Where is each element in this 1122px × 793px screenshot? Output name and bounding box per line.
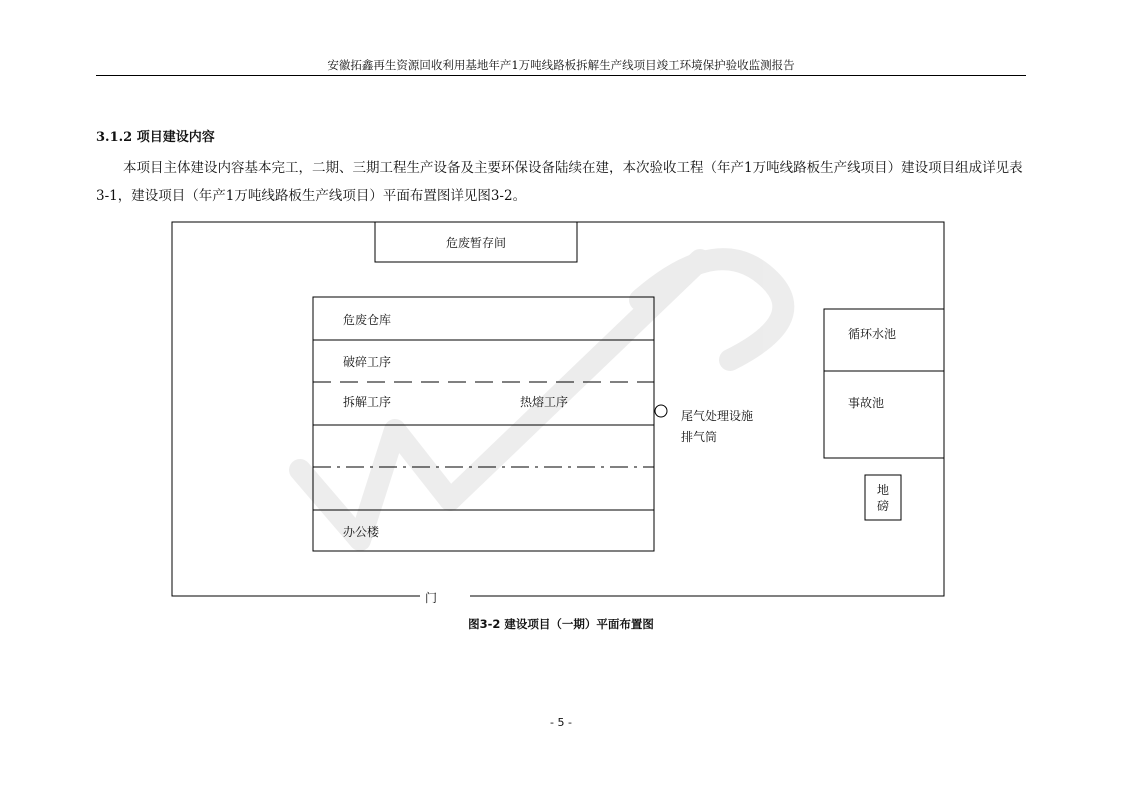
weighbridge-label-line1: 地	[876, 483, 890, 497]
exhaust-treatment-label: 尾气处理设施	[681, 409, 754, 423]
hazardous-temp-storage-label: 危废暂存间	[445, 236, 507, 250]
report-header-title: 安徽拓鑫再生资源回收利用基地年产1万吨线路板拆解生产线项目竣工环境保护验收监测报告	[327, 58, 795, 72]
weighbridge-box	[865, 475, 901, 520]
weighbridge-label-line2: 磅	[876, 499, 890, 513]
hot-melt-process-label: 热熔工序	[520, 395, 569, 409]
section-paragraph: 本项目主体建设内容基本完工，二期、三期工程生产设备及主要环保设备陆续在建，本次验收工程（年产1万吨线路板生产线项目）建设项目组成详见表3-1，建设项目（年产1万吨线路板生产线项目）平面布置图详见图3-2。	[96, 160, 1023, 204]
dismantling-process-label: 拆解工序	[343, 395, 392, 409]
circulating-pool-label: 循环水池	[848, 327, 897, 341]
figure-caption: 图3-2 建设项目（一期）平面布置图	[468, 617, 654, 631]
section-heading: 3.1.2 项目建设内容	[96, 130, 215, 145]
accident-pool-label: 事故池	[848, 396, 885, 410]
gate-label: 门	[424, 591, 438, 605]
page-number: - 5 -	[550, 716, 572, 729]
exhaust-stack-label: 排气筒	[681, 430, 718, 444]
office-building-label: 办公楼	[343, 525, 380, 539]
exhaust-stack-icon	[655, 405, 667, 417]
hazardous-warehouse-label: 危废仓库	[343, 313, 392, 327]
crushing-process-label: 破碎工序	[343, 355, 392, 369]
